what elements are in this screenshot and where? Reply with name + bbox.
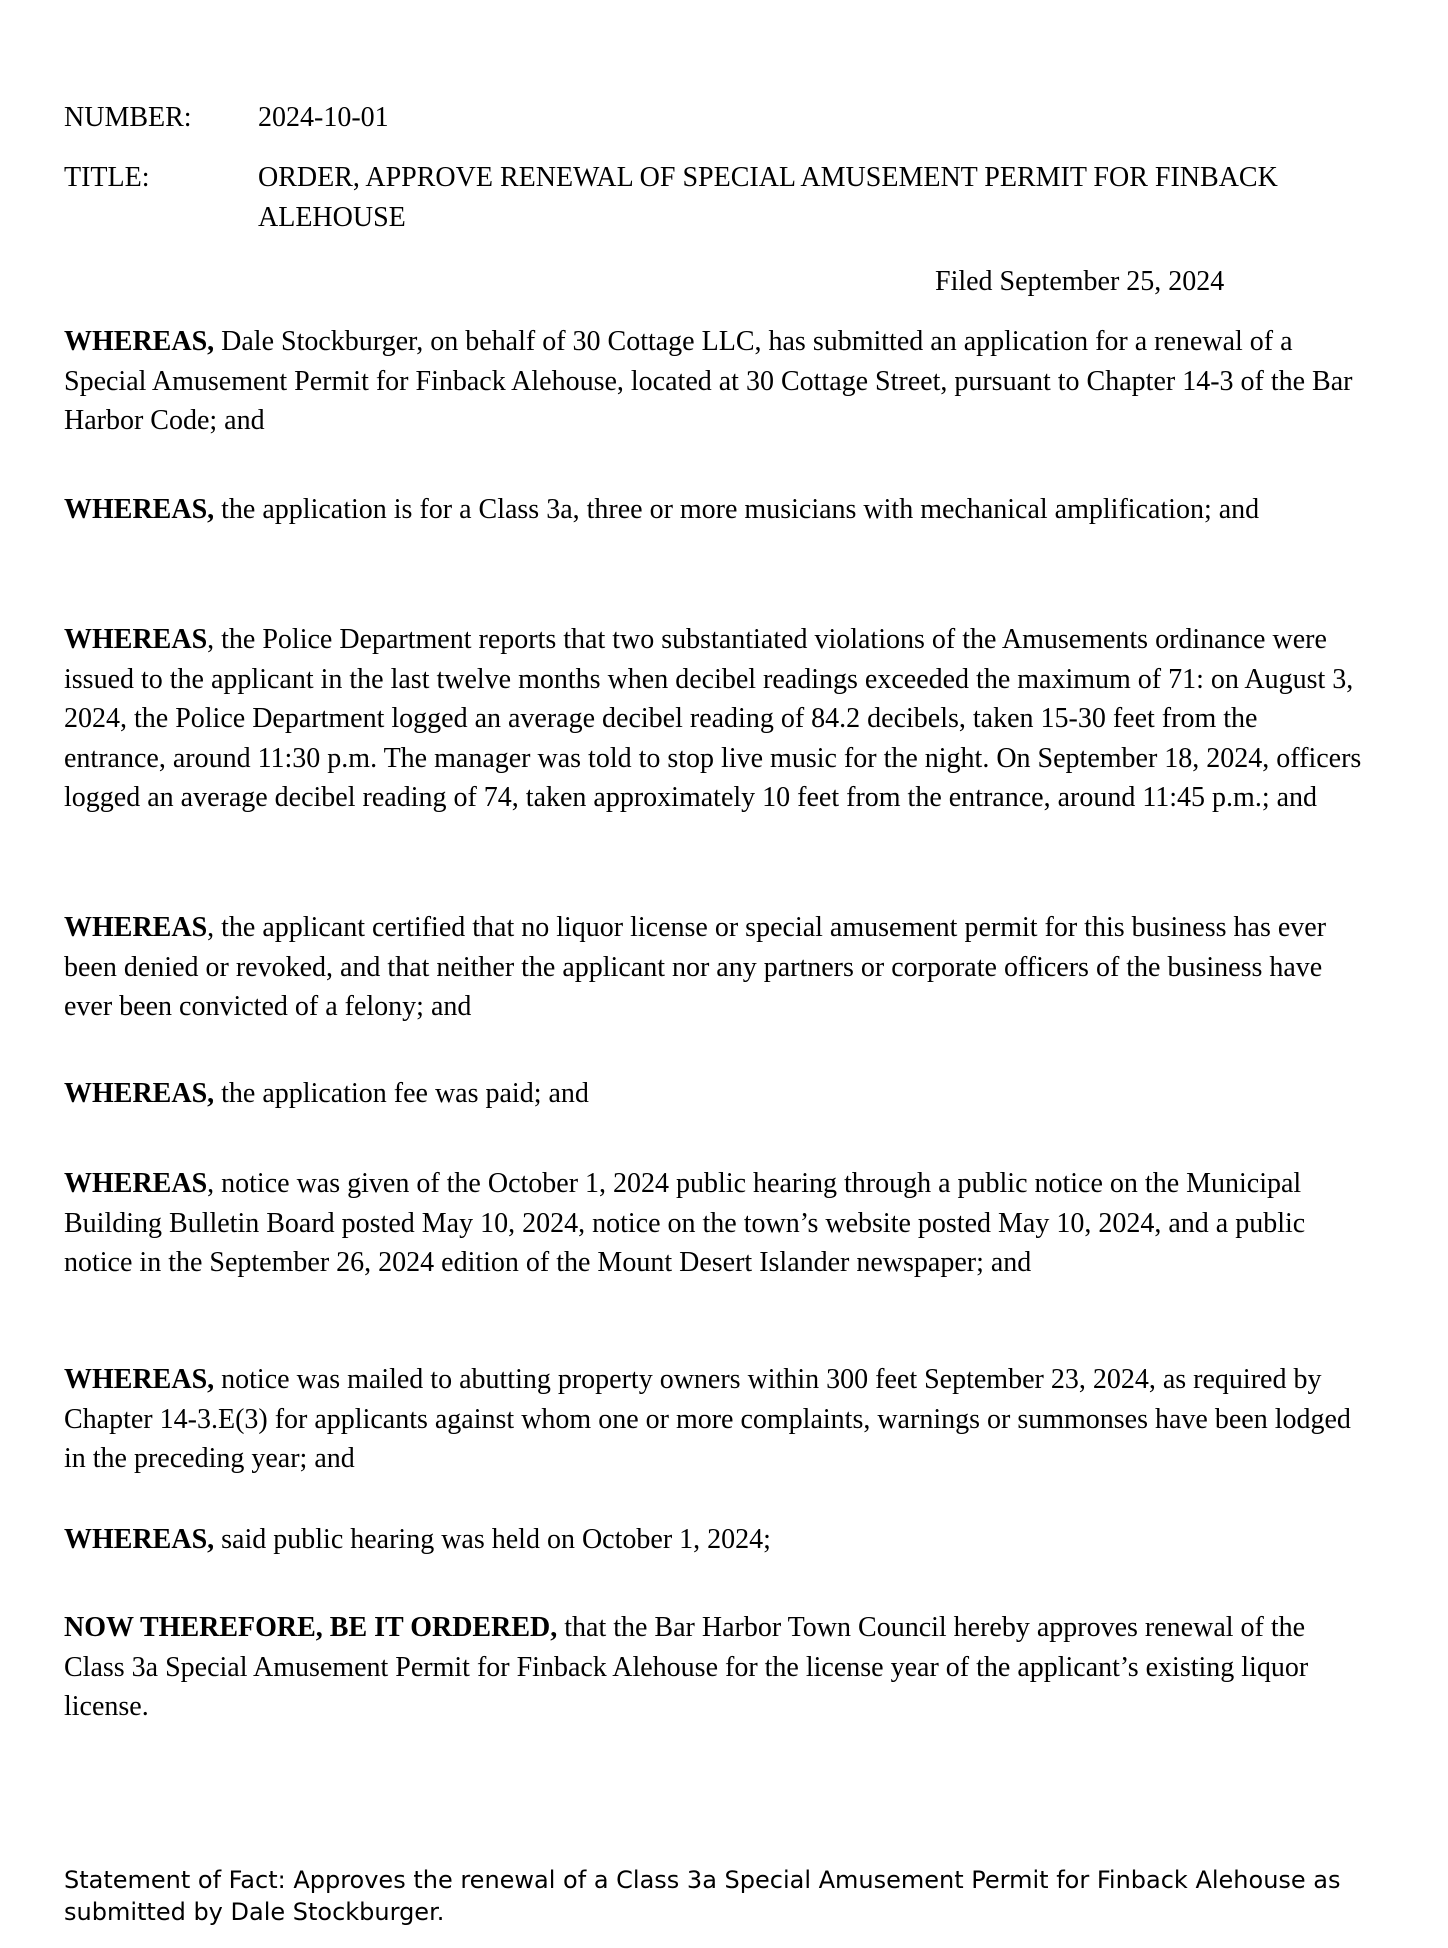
paragraph-lead: WHEREAS,: [64, 326, 215, 357]
title-label: TITLE:: [64, 162, 150, 193]
paragraph-text: , the Police Department reports that two substantiated violations of the Amusements ordinance were issued to the applicant in the last twelve months when decibel readings exceeded the maximum of 71: on August 3, 2024, the Police Department logged an average decibel reading of 84.2 decibels, taken 15-30 feet from the entrance, around 11:30 p.m. The manager was told to stop live music for the night. On September 18, 2024, officers logged an average decibel reading of 74, taken approximately 10 feet from the entrance, around 11:45 p.m.; and: [64, 624, 1362, 813]
paragraph-text: the application is for a Class 3a, three or more musicians with mechanical amplification; and: [214, 494, 1260, 525]
number-value: 2024-10-01: [258, 102, 389, 133]
paragraph-lead: WHEREAS: [64, 624, 208, 655]
whereas-paragraph: [64, 490, 1364, 530]
paragraph-lead: WHEREAS,: [64, 1364, 215, 1395]
paragraph-text: , the applicant certified that no liquor license or special amusement permit for this business has ever been denied or revoked, and that neither the applicant nor any partners or corporate officers of the business have ever been convicted of a felony; and: [64, 912, 1327, 1022]
paragraph-text: Dale Stockburger, on behalf of 30 Cottage LLC, has submitted an application for a renewal of a Special Amusement Permit for Finback Alehouse, located at 30 Cottage Street, pursuant to Chapter 14-3 of the Bar Harbor Code; and: [64, 326, 1353, 436]
paragraph-text: the application fee was paid; and: [214, 1078, 589, 1109]
paragraph-lead: WHEREAS,: [64, 494, 215, 525]
paragraph-text: , notice was given of the October 1, 2024 public hearing through a public notice on the Municipal Building Bulletin Board posted May 10, 2024, notice on the town’s website posted May 10, 2024, and a public notice in the September 26, 2024 edition of the Mount Desert Islander newspaper; and: [64, 1168, 1306, 1278]
paragraph-text: that the Bar Harbor Town Council hereby approves renewal of the Class 3a Special Amusement Permit for Finback Alehouse for the license year of the applicant’s existing liquor license.: [64, 1612, 1309, 1722]
order-paragraph: [64, 1608, 1364, 1727]
paragraph-lead: WHEREAS,: [64, 1524, 215, 1555]
title-value: ORDER, APPROVE RENEWAL OF SPECIAL AMUSEMENT PERMIT FOR FINBACK ALEHOUSE: [258, 162, 1278, 233]
whereas-paragraph: [64, 1164, 1364, 1283]
paragraph-lead: WHEREAS: [64, 1168, 208, 1199]
paragraph-lead: WHEREAS,: [64, 1078, 215, 1109]
whereas-paragraph: [64, 908, 1364, 1027]
whereas-paragraph: [64, 620, 1364, 818]
whereas-paragraph: [64, 1360, 1364, 1479]
paragraph-lead: NOW THEREFORE, BE IT ORDERED,: [64, 1612, 558, 1643]
paragraph-text: said public hearing was held on October 1, 2024;: [214, 1524, 771, 1555]
whereas-paragraph: [64, 1074, 1364, 1114]
paragraph-text: notice was mailed to abutting property owners within 300 feet September 23, 2024, as required by Chapter 14-3.E(3) for applicants against whom one or more complaints, warnings or summonses have been lodged in the preceding year; and: [64, 1364, 1351, 1474]
number-label: NUMBER:: [64, 102, 192, 133]
paragraph-lead: WHEREAS: [64, 912, 208, 943]
whereas-paragraph: [64, 1520, 1364, 1560]
filed-date: Filed September 25, 2024: [935, 266, 1225, 297]
whereas-paragraph: [64, 322, 1364, 441]
statement-of-fact: Statement of Fact: Approves the renewal of a Class 3a Special Amusement Permit for Finback Alehouse as submitted by Dale Stockburger.: [64, 1866, 1341, 1926]
